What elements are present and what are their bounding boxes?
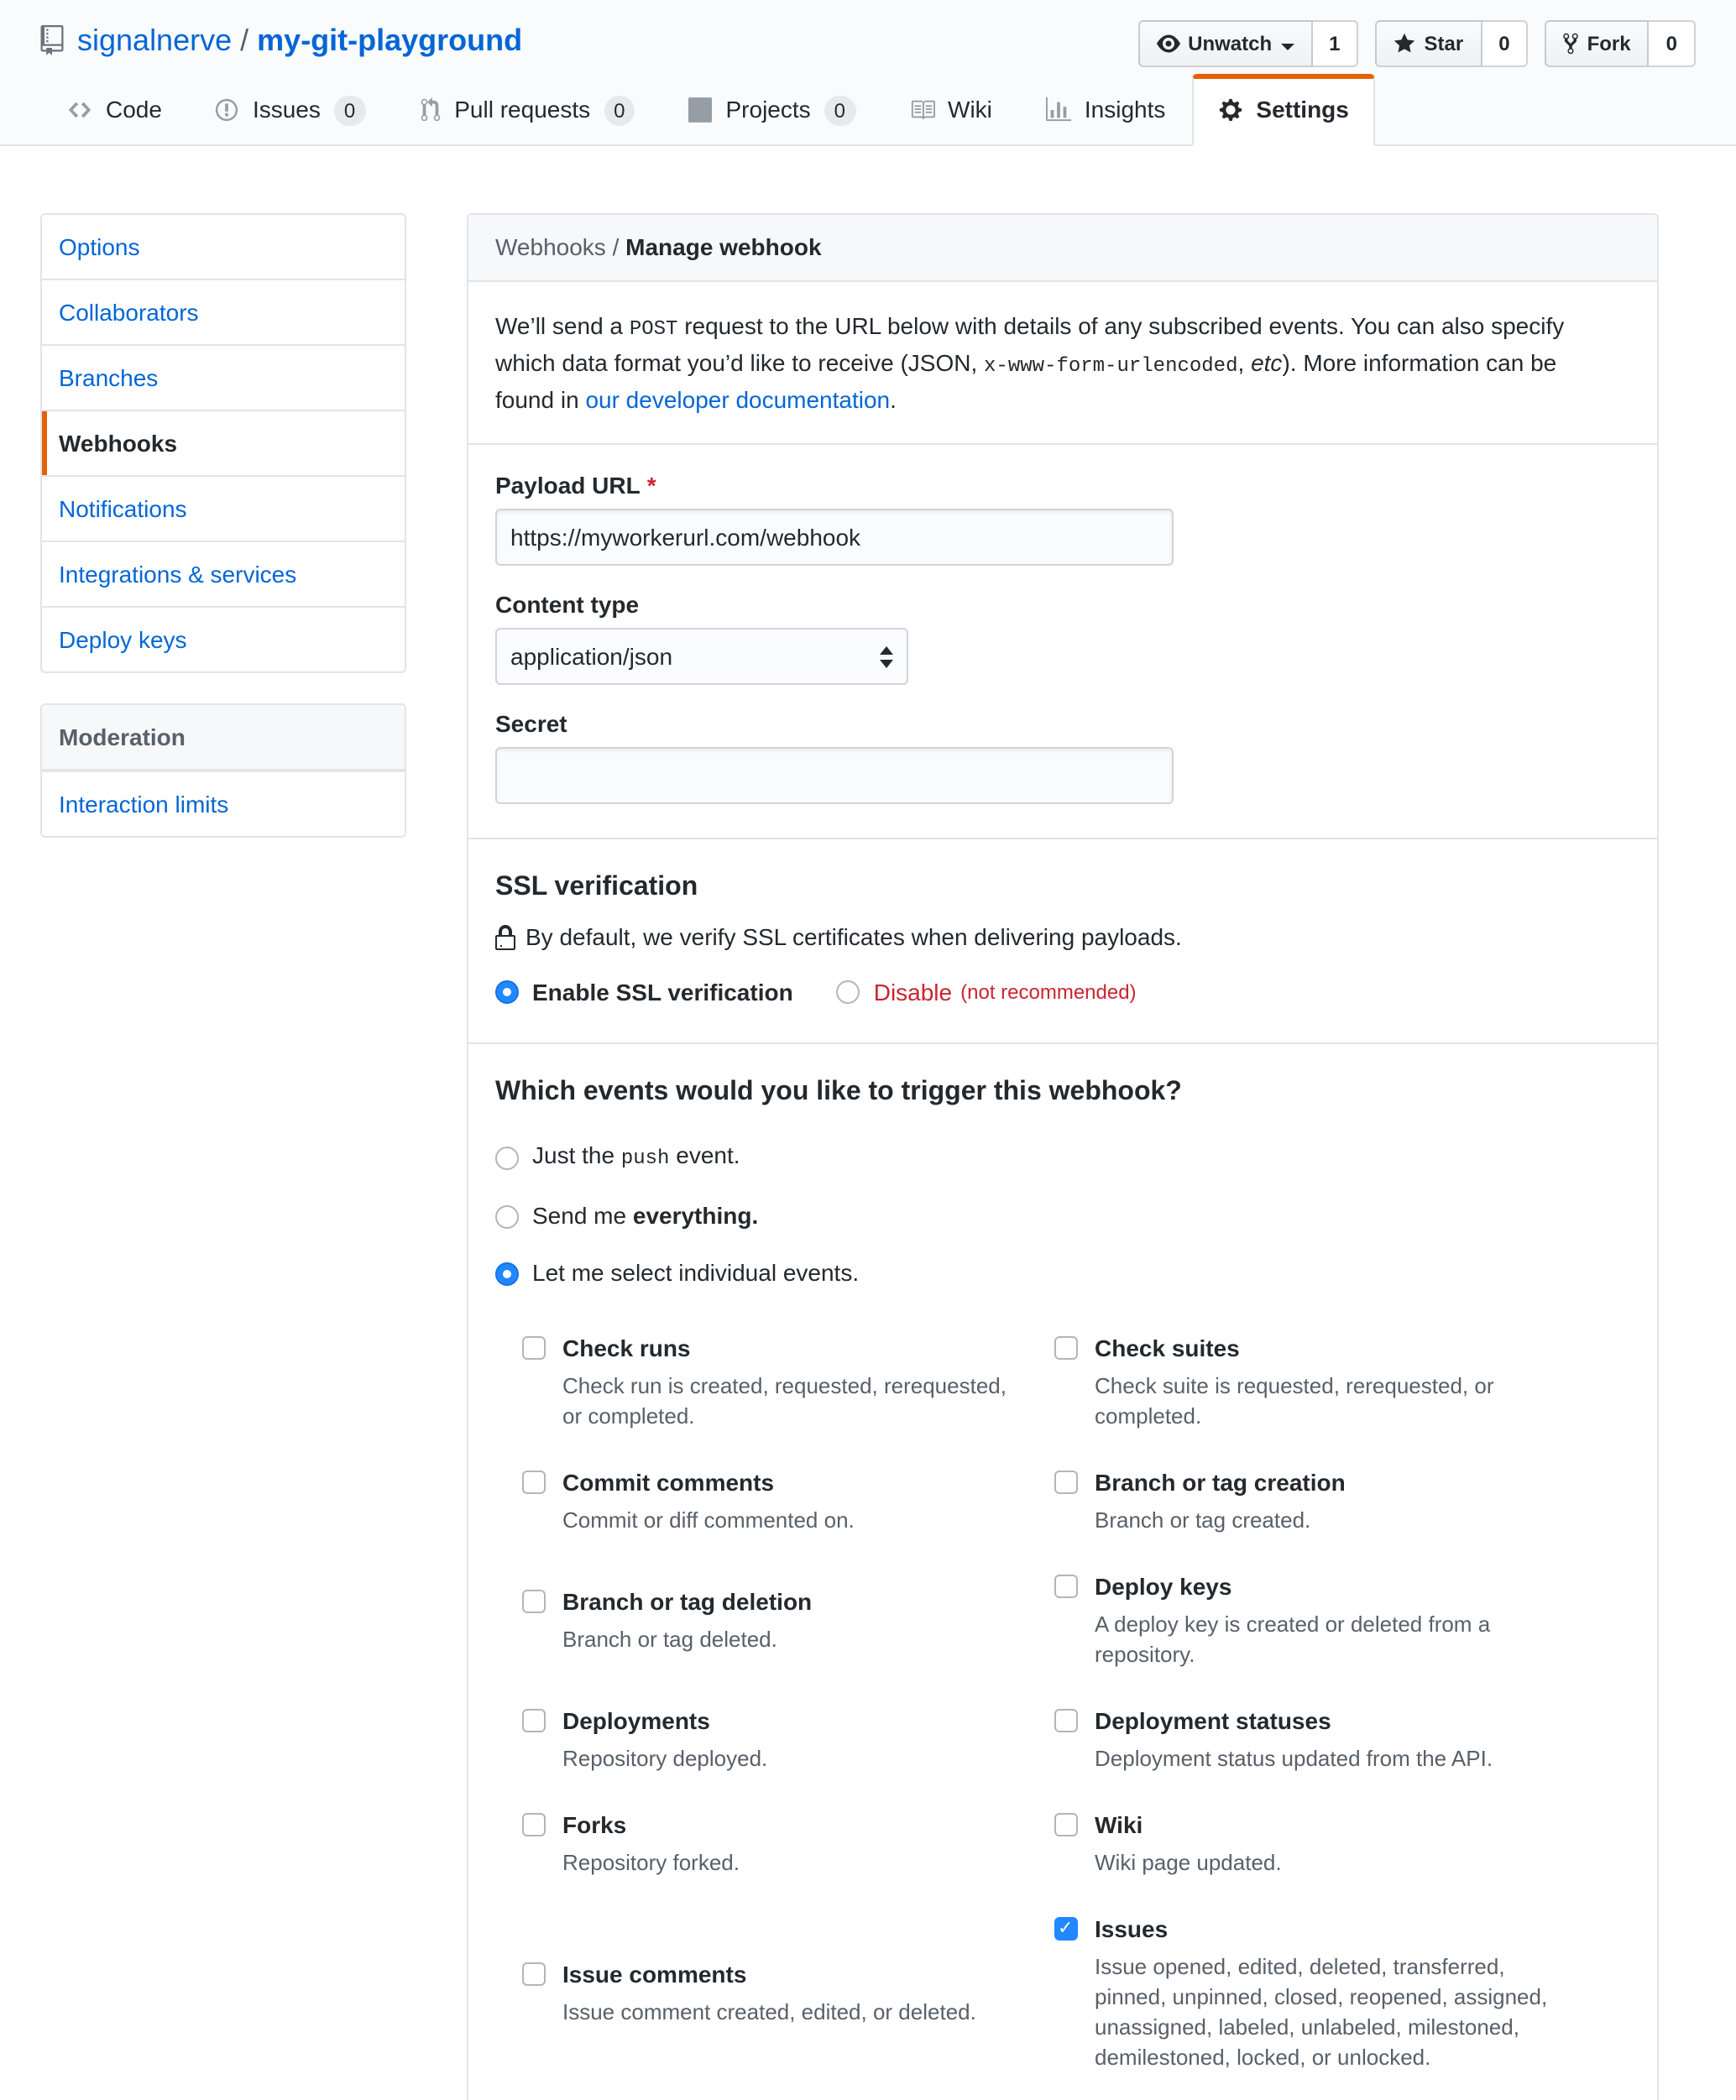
tab-count-badge: 0	[334, 95, 365, 125]
tab-code[interactable]	[40, 74, 189, 144]
watch-count[interactable]: 1	[1312, 20, 1358, 67]
issue-opened-icon	[216, 97, 239, 123]
code-icon	[67, 97, 92, 123]
payload-url-input[interactable]	[495, 509, 1174, 566]
events-section	[468, 1044, 1657, 2100]
ssl-disable-option	[837, 979, 1137, 1006]
secret-input[interactable]	[495, 747, 1174, 804]
content-type-label: Content type	[495, 591, 640, 618]
deploy-keys-checkbox[interactable]	[1054, 1575, 1078, 1598]
select-arrows-icon	[880, 645, 893, 667]
star-button-group	[1376, 20, 1529, 67]
event-item-issues	[1054, 1912, 1630, 2073]
repo-actions	[1137, 17, 1696, 67]
watch-button-group	[1137, 20, 1358, 67]
moderation-header: Moderation	[42, 705, 405, 771]
event-label: Deployment statuses	[1095, 1707, 1331, 1734]
sidebar-item-webhooks[interactable]: Webhooks	[42, 410, 405, 475]
branch-tag-creation-checkbox[interactable]	[1054, 1471, 1078, 1494]
breadcrumb	[468, 215, 1657, 282]
sidebar-item-branches[interactable]: Branches	[42, 344, 405, 410]
sidebar-item-collaborators[interactable]: Collaborators	[42, 279, 405, 344]
event-label: Check suites	[1095, 1335, 1240, 1361]
ssl-enable-radio[interactable]	[495, 980, 519, 1004]
tab-label: Code	[106, 96, 162, 123]
event-item-branch-tag-deletion	[522, 1585, 1021, 1655]
tab-projects[interactable]	[662, 74, 883, 144]
repo-owner-link[interactable]: signalnerve	[77, 24, 233, 57]
ssl-enable-label: Enable SSL verification	[532, 979, 793, 1006]
breadcrumb-webhooks-link[interactable]: Webhooks	[495, 233, 606, 260]
settings-layout	[0, 146, 1736, 2100]
graph-icon	[1046, 97, 1071, 123]
repo-forked-icon	[1564, 32, 1579, 55]
event-radio-individual	[495, 1256, 1630, 1291]
secret-group	[495, 710, 1630, 804]
event-note: Repository deployed.	[562, 1746, 768, 1771]
event-item-deployments	[522, 1704, 1021, 1774]
sidebar-item-interaction-limits[interactable]: Interaction limits	[42, 771, 405, 836]
ssl-disable-label: Disable	[873, 979, 953, 1006]
event-radio-everything	[495, 1199, 1630, 1234]
project-icon	[689, 97, 713, 123]
payload-url-group	[495, 472, 1630, 566]
star-label: Star	[1424, 32, 1464, 55]
issue-comments-checkbox[interactable]	[522, 1962, 546, 1986]
settings-menu	[40, 213, 406, 673]
star-count[interactable]: 0	[1482, 20, 1528, 67]
event-label: Deployments	[562, 1707, 710, 1734]
content-type-group	[495, 591, 1630, 685]
events-heading: Which events would you like to trigger this webhook?	[495, 1078, 1182, 1106]
moderation-menu	[40, 703, 406, 838]
event-label: Wiki	[1095, 1811, 1143, 1838]
ssl-disable-radio[interactable]	[837, 980, 860, 1004]
tab-issues[interactable]	[189, 74, 392, 144]
ssl-note-text: By default, we verify SSL certificates when delivering payloads.	[526, 923, 1182, 950]
event-row	[522, 1704, 1630, 1774]
ssl-heading: SSL verification	[495, 873, 698, 901]
breadcrumb-separator: /	[605, 233, 626, 260]
check-runs-checkbox[interactable]	[522, 1336, 546, 1360]
event-label: Deploy keys	[1095, 1573, 1232, 1600]
tab-settings[interactable]	[1192, 74, 1375, 146]
fork-button[interactable]	[1545, 20, 1650, 67]
ssl-note	[495, 920, 1630, 955]
event-label: Branch or tag creation	[1095, 1469, 1346, 1496]
send-everything-radio[interactable]	[495, 1204, 519, 1228]
event-row	[522, 1808, 1630, 1878]
event-row	[522, 1331, 1630, 1432]
individual-events-radio[interactable]	[495, 1262, 519, 1285]
event-note: Issue comment created, edited, or deleted.	[562, 1999, 976, 2024]
sidebar-item-notifications[interactable]: Notifications	[42, 475, 405, 541]
repo-title-separator: /	[240, 24, 249, 57]
event-checkbox-grid	[522, 1331, 1630, 2073]
inline-link[interactable]: our developer documentation	[585, 386, 891, 413]
sidebar-item-options[interactable]: Options	[59, 233, 140, 260]
tab-label: Wiki	[948, 96, 992, 123]
event-item-check-runs	[522, 1331, 1021, 1432]
event-note: Issue opened, edited, deleted, transferred, pinned, unpinned, closed, reopened, assigned, unassigned, labeled, unlabeled, milestoned, demilestoned, locked, or unlocked.	[1095, 1954, 1548, 2070]
event-label: Issue comments	[562, 1961, 747, 1988]
event-row	[522, 1465, 1630, 1536]
commit-comments-checkbox[interactable]	[522, 1471, 546, 1494]
event-item-forks	[522, 1808, 1021, 1878]
webhook-panel	[467, 213, 1659, 2100]
webhook-form-section	[468, 445, 1657, 839]
tab-label: Settings	[1256, 96, 1349, 123]
event-note: Wiki page updated.	[1095, 1850, 1282, 1875]
repo-header	[0, 0, 1736, 146]
event-note: Repository forked.	[562, 1850, 740, 1875]
lock-icon	[495, 924, 515, 951]
just-push-radio[interactable]	[495, 1146, 519, 1169]
event-item-wiki	[1054, 1808, 1630, 1878]
tab-pull-requests[interactable]	[392, 74, 661, 144]
individual-events-label: Let me select individual events.	[532, 1259, 860, 1286]
event-row	[522, 1912, 1630, 2073]
settings-sidebar	[40, 213, 406, 2100]
fork-count[interactable]: 0	[1650, 20, 1696, 67]
event-radio-just-push	[495, 1138, 1630, 1177]
git-pull-request-icon	[419, 97, 441, 123]
payload-url-label: Payload URL *	[495, 472, 656, 499]
event-label: Forks	[562, 1811, 627, 1838]
sidebar-item-integrations-services[interactable]: Integrations & services	[42, 541, 405, 606]
event-item-branch-tag-creation	[1054, 1465, 1630, 1536]
event-row	[522, 1570, 1630, 1670]
fork-button-group	[1545, 20, 1696, 67]
event-note: Check suite is requested, rerequested, or completed.	[1095, 1373, 1494, 1429]
gear-icon	[1219, 97, 1242, 123]
content-type-value: application/json	[510, 643, 673, 670]
tab-label: Insights	[1084, 96, 1166, 123]
fork-label: Fork	[1587, 32, 1631, 55]
page-title: Manage webhook	[625, 233, 822, 260]
event-item-deployment-statuses	[1054, 1704, 1630, 1774]
issues-checkbox[interactable]	[1054, 1917, 1078, 1941]
deployment-statuses-checkbox[interactable]	[1054, 1709, 1078, 1732]
wiki-checkbox[interactable]	[1054, 1813, 1078, 1836]
webhook-intro-text: We’ll send a POST request to the URL below with details of any subscribed events. You can also specify which data format you’d like to receive (JSON, x-www-form-urlencoded, etc). More information can be found in our developer documentation.	[495, 312, 1565, 413]
tab-label: Issues	[252, 96, 321, 123]
tab-count-badge: 0	[824, 95, 855, 125]
repo-name-link[interactable]: my-git-playground	[257, 24, 523, 57]
book-icon	[909, 97, 934, 123]
forks-checkbox[interactable]	[522, 1813, 546, 1836]
ssl-disable-note: (not recommended)	[960, 980, 1137, 1004]
repo-tab-bar	[0, 74, 1736, 144]
event-label: Branch or tag deletion	[562, 1588, 813, 1615]
webhook-intro-section	[468, 282, 1657, 445]
event-item-deploy-keys	[1054, 1570, 1630, 1670]
event-label: Check runs	[562, 1335, 691, 1361]
event-note: Check run is created, requested, rerequested, or completed.	[562, 1373, 1007, 1429]
webhook-main	[467, 213, 1659, 2100]
tab-label: Pull requests	[454, 96, 591, 123]
ssl-verification-section	[468, 839, 1657, 1044]
star-icon	[1394, 32, 1416, 55]
check-suites-checkbox[interactable]	[1054, 1336, 1078, 1360]
deployments-checkbox[interactable]	[522, 1709, 546, 1732]
event-item-commit-comments	[522, 1465, 1021, 1536]
repo-icon	[40, 25, 64, 55]
tab-wiki[interactable]	[882, 74, 1019, 144]
sidebar-item-deploy-keys[interactable]: Deploy keys	[42, 606, 405, 671]
event-note: A deploy key is created or deleted from a repository.	[1095, 1612, 1491, 1667]
tab-label: Projects	[725, 96, 811, 123]
event-item-check-suites	[1054, 1331, 1630, 1432]
event-note: Commit or diff commented on.	[562, 1507, 855, 1533]
event-note: Branch or tag created.	[1095, 1507, 1311, 1533]
star-button[interactable]	[1376, 20, 1482, 67]
send-everything-label: Send me everything.	[532, 1202, 759, 1229]
tab-count-badge: 0	[604, 95, 635, 125]
ssl-radio-group	[495, 979, 1630, 1006]
required-asterisk: *	[646, 472, 656, 499]
event-item-issue-comments	[522, 1957, 1021, 2028]
event-label: Commit comments	[562, 1469, 775, 1496]
event-label: Issues	[1095, 1915, 1169, 1942]
eye-icon	[1156, 32, 1179, 55]
unwatch-label: Unwatch	[1188, 32, 1273, 55]
content-type-select[interactable]	[495, 628, 908, 685]
just-push-label: Just the push event.	[532, 1141, 740, 1170]
unwatch-button[interactable]	[1137, 20, 1312, 67]
caret-down-icon	[1280, 44, 1294, 57]
secret-label: Secret	[495, 710, 567, 737]
branch-tag-deletion-checkbox[interactable]	[522, 1590, 546, 1613]
event-note: Deployment status updated from the API.	[1095, 1746, 1493, 1771]
tab-insights[interactable]	[1019, 74, 1193, 144]
repo-title	[40, 17, 522, 64]
event-note: Branch or tag deleted.	[562, 1627, 777, 1652]
